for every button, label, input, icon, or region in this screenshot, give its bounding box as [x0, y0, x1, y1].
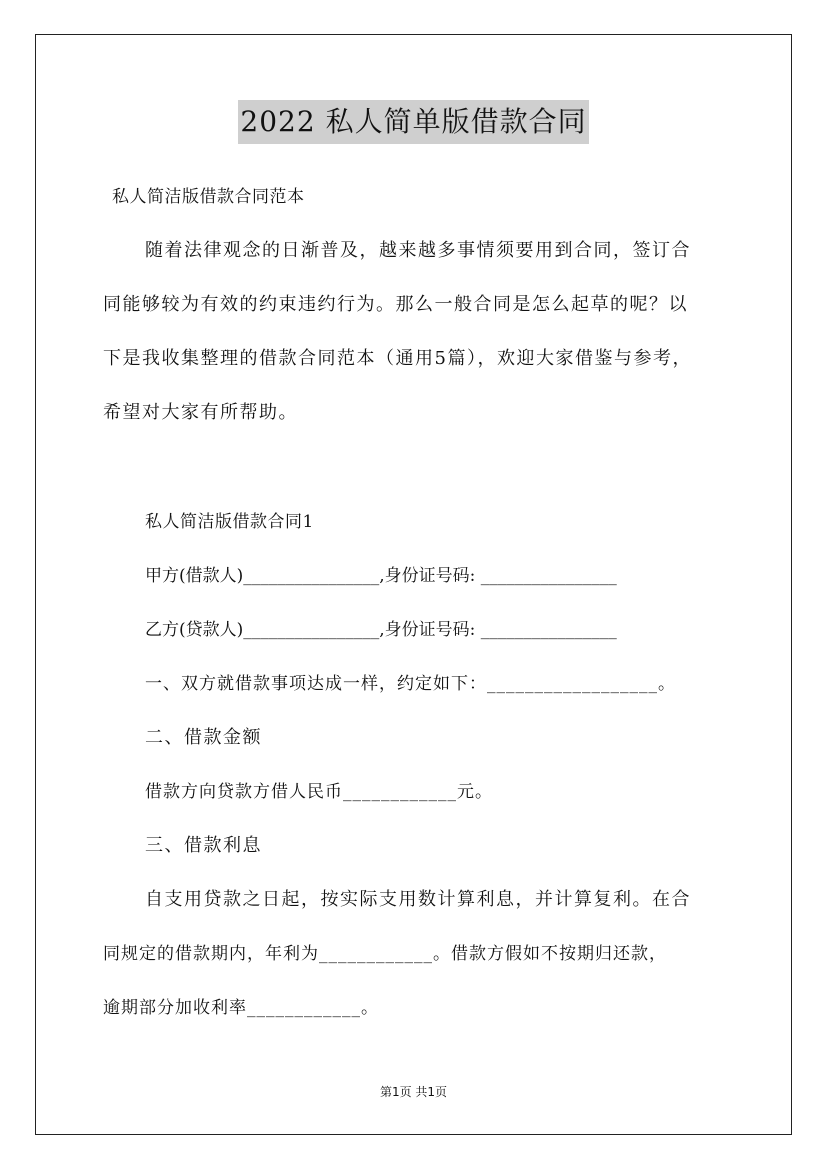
intro-line-3: 下是我收集整理的借款合同范本（通用5篇），欢迎大家借鉴与参考，: [103, 348, 692, 369]
clause-3-line-2: 同规定的借款期内，年利为____________。借款方假如不按期归还款，: [103, 944, 667, 964]
page-footer: [0, 1083, 827, 1100]
party-b-line: 乙方(贷款人)________________,身份证号码: ________________: [145, 620, 617, 640]
page-number: 第1页 共1页: [379, 1085, 448, 1099]
intro-line-1: 随着法律观念的日渐普及，越来越多事情须要用到合同，签订合: [145, 240, 691, 261]
contract-heading: 私人简洁版借款合同1: [145, 512, 314, 532]
clause-3-heading: 三、借款利息: [145, 835, 262, 856]
intro-line-4: 希望对大家有所帮助。: [103, 402, 298, 423]
clause-3-line-1: 自支用贷款之日起，按实际支用数计算利息，并计算复利。在合: [145, 889, 691, 910]
document-title-text: 2022 私人简单版借款合同: [238, 100, 588, 144]
clause-2-text: 借款方向贷款方借人民币____________元。: [145, 782, 493, 802]
party-a-line: 甲方(借款人)________________,身份证号码: ________________: [145, 566, 617, 586]
clause-2-heading: 二、借款金额: [145, 727, 262, 748]
clause-3-line-3: 逾期部分加收利率____________。: [103, 998, 379, 1018]
document-subtitle: 私人简洁版借款合同范本: [112, 187, 305, 207]
document-title: [0, 100, 827, 144]
clause-1: 一、双方就借款事项达成一样，约定如下：__________________。: [145, 674, 676, 694]
intro-line-2: 同能够较为有效的约束违约行为。那么一般合同是怎么起草的呢？以: [103, 294, 688, 315]
